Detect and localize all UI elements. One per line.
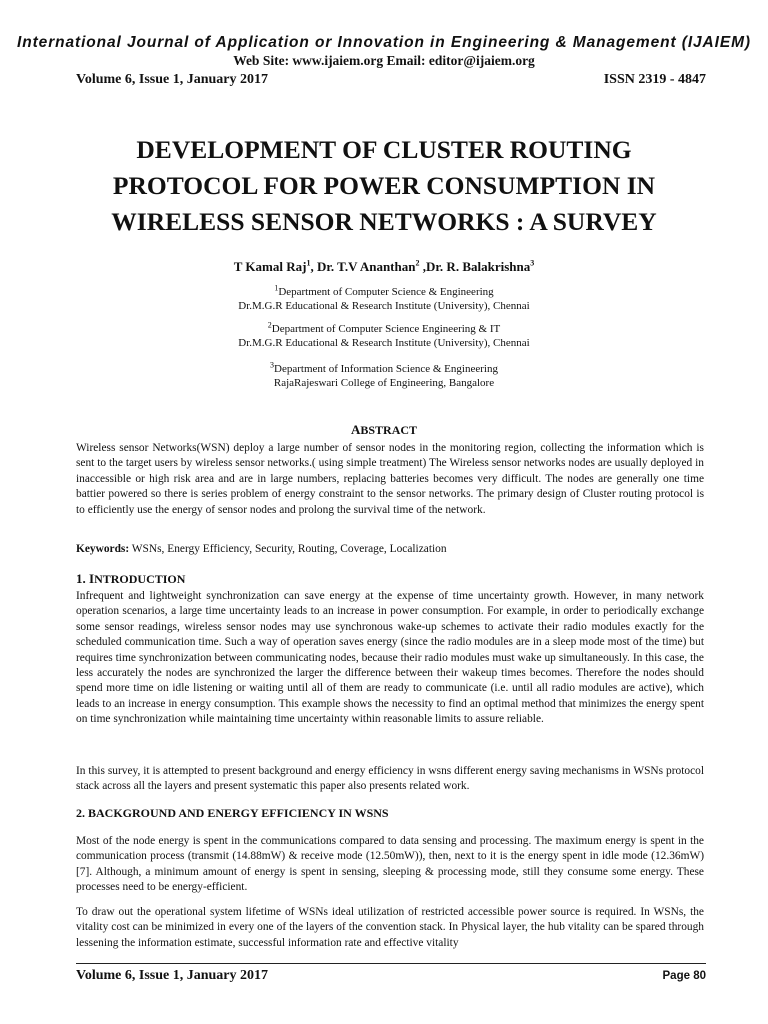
paper-title-line: WIRELESS SENSOR NETWORKS : A SURVEY — [111, 207, 657, 236]
affiliation-dept: Department of Computer Science Engineering & IT — [271, 323, 501, 335]
author-name: , Dr. T.V Ananthan — [310, 259, 416, 274]
abstract-text: Wireless sensor Networks(WSN) deploy a large number of sensor nodes in the monitoring region, collecting the information which is sent to the target users by wireless sensor networks.( using simple treatment) The Wireless sensor networks nodes are usually deployed in inaccessible or high risk area and are in large numbers, replacing batteries becomes very difficult. The nodes are generally one time battier powered so there is series problem of energy constraint to the sensor networks. The primary design of Cluster routing protocol is to efficiently use the energy of sensor nodes and prolong the survival time of the network. — [76, 442, 704, 516]
background-paragraph-1: Most of the node energy is spent in the communications compared to data sensing and processing. The maximum energy is spent in the communication process (transmit (14.88mW) & receive mode (12.50mW)), then, next to it is the energy spent in idle mode (12.36mW) [7]. Although, a minimum amount of energy is spent in sensing, sleeping & processing mode, still they consume some energy. These processes need to be energy-efficient. — [76, 835, 704, 894]
author-name: ,Dr. R. Balakrishna — [419, 259, 531, 274]
background-paragraph-2: To draw out the operational system lifetime of WSNs ideal utilization of restricted accessible power source is required. In WSNs, the vitality cost can be minimized in every one of the layers of the convention stack. In Physical layer, the hub vitality can be spared through lessening the information estimate, successful information rate and effective vitality — [76, 906, 704, 949]
footer-divider — [76, 963, 706, 964]
abstract-heading — [0, 422, 768, 438]
affiliation-dept: Department of Computer Science & Engineering — [278, 286, 494, 298]
affiliation-dept: Department of Information Science & Engineering — [274, 363, 498, 375]
section-heading-background: 2. BACKGROUND AND ENERGY EFFICIENCY IN WSNS — [76, 806, 389, 820]
section-heading-introduction — [76, 571, 185, 587]
affiliation-sup: 1 — [274, 283, 279, 293]
abstract-heading-initial: A — [350, 422, 361, 437]
affiliation-sup: 3 — [270, 360, 275, 370]
author-sup: 1 — [306, 258, 311, 268]
affiliation-1 — [0, 285, 768, 313]
paper-title-line: DEVELOPMENT OF CLUSTER ROUTING — [136, 135, 632, 164]
author-name: T Kamal Raj — [233, 259, 307, 274]
author-sup: 2 — [415, 258, 420, 268]
affiliation-sup: 2 — [267, 320, 272, 330]
paper-title — [60, 132, 708, 240]
header-issn: ISSN 2319 - 4847 — [603, 72, 706, 87]
intro-paragraph-2: In this survey, it is attempted to present background and energy efficiency in wsns different energy saving mechanisms in WSNs protocol stack across all the layers and present systematic this paper also presents related work. — [76, 765, 704, 793]
journal-website-line: Web Site: www.ijaiem.org Email: editor@ijaiem.org — [233, 53, 535, 68]
keywords-line — [76, 542, 704, 557]
paper-title-line: PROTOCOL FOR POWER CONSUMPTION IN — [112, 171, 656, 200]
affiliation-inst: RajaRajeswari College of Engineering, Bangalore — [273, 377, 495, 389]
affiliation-3 — [0, 362, 768, 390]
header-volume-line — [76, 72, 706, 88]
journal-title: International Journal of Application or Innovation in Engineering & Management (IJAIEM) — [17, 34, 751, 51]
affiliation-inst: Dr.M.G.R Educational & Research Institute (University), Chennai — [238, 300, 530, 312]
keywords-text: WSNs, Energy Efficiency, Security, Routing, Coverage, Localization — [129, 543, 447, 555]
section-heading-number: 1. I — [76, 571, 95, 586]
affiliation-2 — [0, 322, 768, 350]
header-volume: Volume 6, Issue 1, January 2017 — [76, 72, 269, 87]
author-list — [0, 259, 768, 275]
abstract-heading-rest: BSTRACT — [360, 423, 418, 437]
footer-page-number: Page 80 — [662, 970, 706, 982]
author-sup: 3 — [530, 258, 535, 268]
intro-paragraph-1: Infrequent and lightweight synchronization can save energy at the expense of time uncertainty growth. However, in many network operation scenarios, a large time uncertainty leads to an increase in power consumption. For example, in order to periodically exchange some sensor readings, wireless sensor nodes may use synchronous wake-up schemes to activate their radio modules exactly for the scheduled communication time. Such a way of operation saves energy (since the radio modules are in a sleep mode most of the time) but requires time synchronization between communicating nodes, because their radio modules must wake up simultaneously. In this case, the less accurately the nodes are synchronized the larger the difference between their wakeup times becomes. Therefore the nodes should spend more time on idle listening or waiting until all of them are ready to communicate (i.e. until all radio modules are active), which leads to an increase in energy consumption. This example shows the necessity to find an optimal method that minimizes the energy spent on time synchronization while maintaining time uncertainty within reasonable limits to assure reliable. — [76, 590, 704, 726]
section-heading-rest: NTRODUCTION — [94, 572, 186, 586]
keywords-label: Keywords: — [76, 543, 130, 555]
affiliation-inst: Dr.M.G.R Educational & Research Institute (University), Chennai — [238, 337, 530, 349]
footer-volume: Volume 6, Issue 1, January 2017 — [76, 968, 269, 983]
